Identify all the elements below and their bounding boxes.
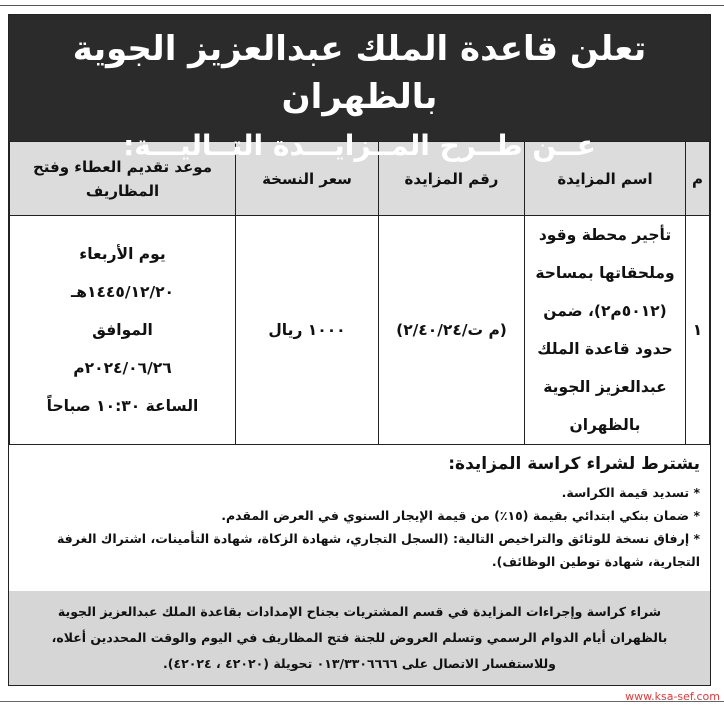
auction-reference: (م ت/٢/٤٠/٢٤) [379,216,525,445]
footer-line: بالظهران أيام الدوام الرسمي وتسلم العروض للجنة فتح المظاريف في اليوم والوقت المحددين أعلاه، [51,630,668,645]
auction-table [9,141,710,445]
column-header-name: اسم المزايدة [525,142,686,216]
ad-title: تعلن قاعدة الملك عبدالعزيز الجوية بالظهران [72,29,647,117]
column-header-number: م [686,142,710,216]
date-day: يوم الأربعاء [79,245,166,263]
column-header-date: موعد تقديم العطاء وفتح المظاريف [10,142,236,216]
conditions-title: يشترط لشراء كراسة المزايدة: [448,454,700,474]
site-watermark: www.ksa-sef.com [625,690,720,703]
condition-item: * إرفاق نسخة للوثائق والتراخيص التالية: (السجل التجاري، شهادة الزكاة، شهادة التأمينات، اشتراك الغرفة التجارية، شهادة توطين الوظائف). [56,531,700,569]
contact-footer [9,591,710,685]
ad-subtitle: عــن طــرح المــزايـــدة التــاليـــة: [123,129,596,162]
purchase-conditions [9,445,710,573]
footer-line: شراء كراسة وإجراءات المزايدة في قسم المشتريات بجناح الإمدادات بقاعدة الملك عبدالعزيز الجوية [57,604,662,619]
table-row [10,216,710,445]
copy-price: ١٠٠٠ ريال [236,216,379,445]
row-number: ١ [686,216,710,445]
condition-item: * تسديد قيمة الكراسة. [561,485,700,500]
date-corresponding: الموافق [92,321,153,339]
column-header-reference: رقم المزايدة [379,142,525,216]
auction-name: تأجير محطة وقود وملحقاتها بمساحة (٥٠١٢م٢)، ضمن حدود قاعدة الملك عبدالعزيز الجوية بالظهران [525,216,686,445]
auction-advertisement [8,14,711,686]
footer-line: وللاستفسار الاتصال على ٠١٣/٣٣٠٦٦٦٦ تحويلة (٤٢٠٢٠ ، ٤٢٠٢٤). [163,656,556,671]
submission-date [10,216,236,445]
top-rule [0,5,724,6]
ad-header [9,15,710,162]
date-hijri: ١٤٤٥/١٢/٢٠هـ [70,283,175,301]
condition-item: * ضمان بنكي ابتدائي بقيمة (١٥٪) من قيمة الإيجار السنوي في العرض المقدم. [221,508,700,523]
column-header-price: سعر النسخة [236,142,379,216]
date-time: الساعة ١٠:٣٠ صباحاً [46,397,199,415]
date-gregorian: ٢٠٢٤/٠٦/٢٦م [73,359,172,377]
bottom-rule [0,701,724,702]
